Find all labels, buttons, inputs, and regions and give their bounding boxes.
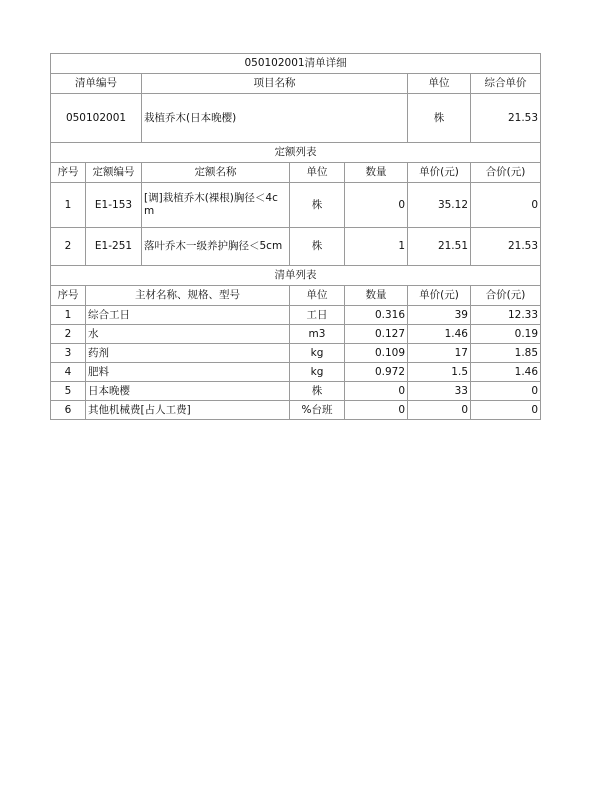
material-row (51, 363, 541, 382)
material-seq: 6 (51, 401, 86, 420)
material-price: 39 (408, 306, 471, 325)
material-unit-header: 单位 (290, 286, 345, 306)
material-section-row (51, 266, 541, 286)
quota-price-header: 单价(元) (408, 163, 471, 183)
material-unit: kg (290, 344, 345, 363)
quota-row (51, 183, 541, 228)
material-seq: 2 (51, 325, 86, 344)
material-seq: 3 (51, 344, 86, 363)
material-price: 17 (408, 344, 471, 363)
material-price: 1.46 (408, 325, 471, 344)
bill-header-row (51, 74, 541, 94)
material-qty: 0.316 (345, 306, 408, 325)
material-qty: 0.972 (345, 363, 408, 382)
material-price: 33 (408, 382, 471, 401)
material-row (51, 306, 541, 325)
quota-header-row (51, 163, 541, 183)
quota-unit: 株 (290, 228, 345, 266)
material-total: 12.33 (471, 306, 541, 325)
material-unit: m3 (290, 325, 345, 344)
quota-seq: 1 (51, 183, 86, 228)
material-row (51, 325, 541, 344)
material-unit: 株 (290, 382, 345, 401)
material-seq: 1 (51, 306, 86, 325)
material-name: 药剂 (86, 344, 290, 363)
bill-name: 栽植乔木(日本晚樱) (142, 94, 408, 143)
material-total: 0 (471, 401, 541, 420)
quota-price: 21.51 (408, 228, 471, 266)
quota-qty: 1 (345, 228, 408, 266)
quota-name: 落叶乔木一级养护胸径＜5cm (142, 228, 290, 266)
material-total: 0 (471, 382, 541, 401)
material-price-header: 单价(元) (408, 286, 471, 306)
quota-name: [调]栽植乔木(裸根)胸径＜4cm (142, 183, 290, 228)
bill-row (51, 94, 541, 143)
material-qty: 0.109 (345, 344, 408, 363)
quota-seq-header: 序号 (51, 163, 86, 183)
material-qty: 0 (345, 401, 408, 420)
bill-unit-header: 单位 (408, 74, 471, 94)
material-qty-header: 数量 (345, 286, 408, 306)
material-name: 其他机械费[占人工费] (86, 401, 290, 420)
material-name: 日本晚樱 (86, 382, 290, 401)
material-name-header: 主材名称、规格、型号 (86, 286, 290, 306)
quota-code: E1-251 (86, 228, 142, 266)
material-price: 1.5 (408, 363, 471, 382)
bill-unit: 株 (408, 94, 471, 143)
quota-name-header: 定额名称 (142, 163, 290, 183)
material-section-title: 清单列表 (51, 266, 541, 286)
material-row (51, 401, 541, 420)
quota-total: 0 (471, 183, 541, 228)
material-total: 1.85 (471, 344, 541, 363)
material-name: 综合工日 (86, 306, 290, 325)
material-unit: 工日 (290, 306, 345, 325)
bill-code-header: 清单编号 (51, 74, 142, 94)
material-total: 0.19 (471, 325, 541, 344)
title-row (51, 54, 541, 74)
material-name: 肥料 (86, 363, 290, 382)
quota-row (51, 228, 541, 266)
material-qty: 0.127 (345, 325, 408, 344)
material-unit: kg (290, 363, 345, 382)
quota-unit-header: 单位 (290, 163, 345, 183)
quota-code-header: 定额编号 (86, 163, 142, 183)
material-row (51, 344, 541, 363)
quota-total: 21.53 (471, 228, 541, 266)
quota-section-title: 定额列表 (51, 143, 541, 163)
material-unit: %台班 (290, 401, 345, 420)
material-name: 水 (86, 325, 290, 344)
material-total: 1.46 (471, 363, 541, 382)
quota-seq: 2 (51, 228, 86, 266)
quota-qty-header: 数量 (345, 163, 408, 183)
quota-unit: 株 (290, 183, 345, 228)
quota-code: E1-153 (86, 183, 142, 228)
material-row (51, 382, 541, 401)
material-seq: 4 (51, 363, 86, 382)
material-seq: 5 (51, 382, 86, 401)
material-qty: 0 (345, 382, 408, 401)
quota-qty: 0 (345, 183, 408, 228)
quota-total-header: 合价(元) (471, 163, 541, 183)
bill-code: 050102001 (51, 94, 142, 143)
quota-price: 35.12 (408, 183, 471, 228)
bill-detail-sheet (50, 53, 540, 420)
bill-name-header: 项目名称 (142, 74, 408, 94)
material-total-header: 合价(元) (471, 286, 541, 306)
bill-detail-table (50, 53, 541, 420)
bill-unit-price-header: 综合单价 (471, 74, 541, 94)
material-price: 0 (408, 401, 471, 420)
quota-section-row (51, 143, 541, 163)
material-seq-header: 序号 (51, 286, 86, 306)
bill-unit-price: 21.53 (471, 94, 541, 143)
material-header-row (51, 286, 541, 306)
sheet-title: 050102001清单详细 (51, 54, 541, 74)
